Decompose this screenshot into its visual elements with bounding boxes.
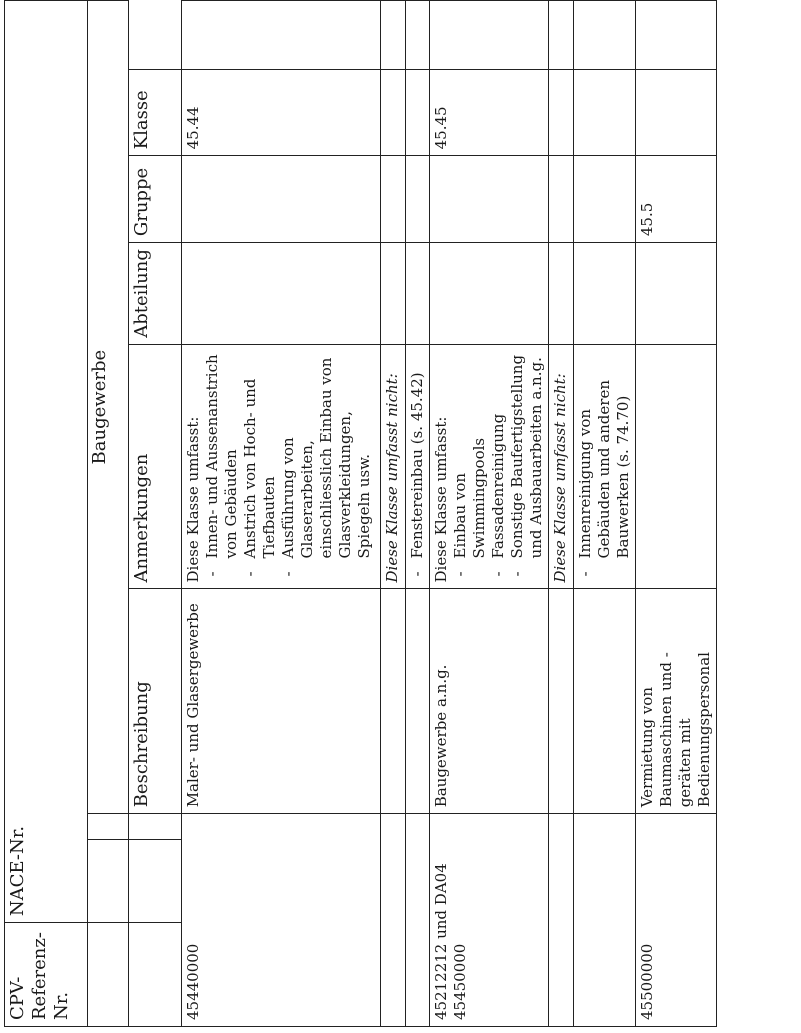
excludes-list bbox=[576, 351, 633, 583]
list-item: - Ausführung von Glaserarbeiten, einschliesslich Einbau von Glasverkleidungen, Spiegeln usw. bbox=[279, 351, 374, 583]
nace-header: NACE-Nr. bbox=[5, 1, 88, 923]
excludes-label: Diese Klasse umfasst nicht: bbox=[381, 344, 406, 589]
includes-label: Diese Klasse umfasst: bbox=[432, 416, 450, 583]
excludes-list bbox=[408, 351, 427, 583]
list-item: - Einbau von Swimmingpools bbox=[451, 351, 489, 583]
klasse-cell: 45.45 bbox=[430, 69, 549, 155]
gruppe-cell: 45.5 bbox=[636, 156, 717, 243]
includes-list bbox=[203, 351, 374, 583]
klasse-cell: 45.44 bbox=[182, 69, 381, 155]
list-item: - Sonstige Baufertigstellung und Ausbauarbeiten a.n.g. bbox=[508, 351, 546, 583]
anmerkungen-cell bbox=[430, 344, 549, 589]
anmerkungen-cell bbox=[182, 344, 381, 589]
list-item: - Fenstereinbau (s. 45.42) bbox=[408, 351, 427, 583]
beschreibung-cell: Vermietung von Baumaschinen und -geräten mit Bedienungspersonal bbox=[636, 589, 717, 814]
col-klasse: Klasse bbox=[129, 69, 182, 155]
list-item: - Anstrich von Hoch- und Tiefbauten bbox=[241, 351, 279, 583]
includes-list bbox=[451, 351, 546, 583]
col-beschreibung: Beschreibung bbox=[129, 589, 182, 814]
cpv-cell: 45500000 bbox=[636, 814, 717, 1027]
list-item: - Innen- und Aussenanstrich von Gebäuden bbox=[203, 351, 241, 583]
list-item: - Fassadenreinigung bbox=[489, 351, 508, 583]
list-item: - Innenreinigung von Gebäuden und anderen Bauwerken (s. 74.70) bbox=[576, 351, 633, 583]
col-anmerkungen: Anmerkungen bbox=[129, 344, 182, 589]
excludes-label: Diese Klasse umfasst nicht: bbox=[549, 344, 574, 589]
beschreibung-cell: Maler- und Glasergewerbe bbox=[182, 589, 381, 814]
section-title: Baugewerbe bbox=[88, 1, 129, 814]
col-gruppe: Gruppe bbox=[129, 156, 182, 243]
nace-cpv-table bbox=[4, 0, 717, 1027]
cpv-cell: 45212212 und DA04 45450000 bbox=[430, 814, 549, 1027]
beschreibung-cell: Baugewerbe a.n.g. bbox=[430, 589, 549, 814]
includes-label: Diese Klasse umfasst: bbox=[184, 416, 202, 583]
cpv-cell: 45440000 bbox=[182, 814, 381, 1027]
col-abteilung: Abteilung bbox=[129, 243, 182, 345]
cpv-header: CPV-Referenz-Nr. bbox=[5, 923, 88, 1027]
